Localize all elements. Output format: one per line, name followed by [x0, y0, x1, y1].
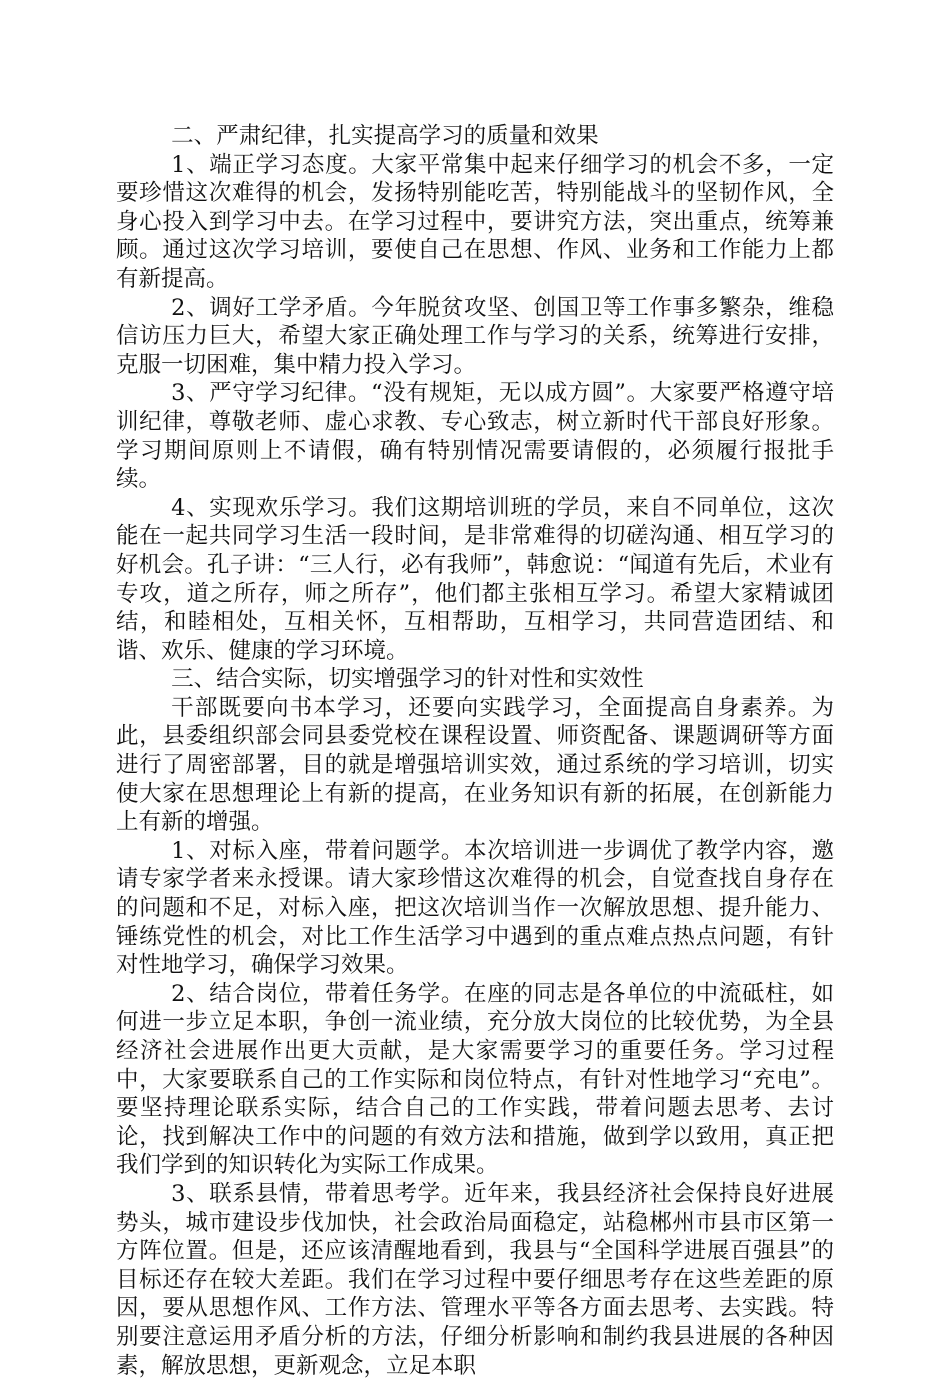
paragraph-task-oriented: 2、结合岗位，带着任务学。在座的同志是各单位的中流砥柱，如何进一步立足本职，争创一流业绩，充分放大岗位的比较优势，为全县经济社会进展作出更大贡献，是大家需要学习的重要任务。学习过程中，大家要联系自己的工作实际和岗位特点，有针对性地学习“充电”。要坚持理论联系实际，结合自己的工作实践，带着问题去思考、去讨论，找到解决工作中的问题的有效方法和措施，做到学以致用，真正把我们学到的知识转化为实际工作成果。: [116, 980, 834, 1179]
paragraph-work-study-balance: 2、调好工学矛盾。今年脱贫攻坚、创国卫等工作事多繁杂，维稳信访压力巨大，希望大家正确处理工作与学习的关系，统筹进行安排，克服一切困难，集中精力投入学习。: [116, 294, 834, 378]
paragraph-attitude: 1、端正学习态度。大家平常集中起来仔细学习的机会不多，一定要珍惜这次难得的机会，发扬特别能吃苦，特别能战斗的坚韧作风，全身心投入到学习中去。在学习过程中，要讲究方法，突出重点，统筹兼顾。通过这次学习培训，要使自己在思想、作风、业务和工作能力上都有新提高。: [116, 151, 834, 292]
paragraph-discipline: 3、严守学习纪律。“没有规矩，无以成方圆”。大家要严格遵守培训纪律，尊敬老师、虚心求教、专心致志，树立新时代干部良好形象。学习期间原则上不请假，确有特别情况需要请假的，必须履行报批手续。: [116, 380, 834, 493]
section-heading-3: 三、结合实际，切实增强学习的针对性和实效性: [171, 666, 644, 693]
section-heading-2: 二、严肃纪律，扎实提高学习的质量和效果: [171, 123, 599, 149]
paragraph-happy-learning: 4、实现欢乐学习。我们这期培训班的学员，来自不同单位，这次能在一起共同学习生活一段时间，是非常难得的切磋沟通、相互学习的好机会。孔子讲：“三人行，必有我师”，韩愈说：“闻道有先后，术业有专攻，道之所存，师之所存”，他们都主张相互学习。希望大家精诚团结，和睦相处，互相关怀，互相帮助，互相学习，共同营造团结、和谐、欢乐、健康的学习环境。: [116, 494, 834, 664]
document-body: [116, 122, 834, 1380]
paragraph-county-situation: 3、联系县情，带着思考学。近年来，我县经济社会保持良好进展势头，城市建设步伐加快，社会政治局面稳定，站稳郴州市县市区第一方阵位置。但是，还应该清醒地看到，我县与“全国科学进展百强县”的目标还存在较大差距。我们在学习过程中要仔细思考存在这些差距的原因，要从思想作风、工作方法、管理水平等各方面去思考、去实践。特别要注意运用矛盾分析的方法，仔细分析影响和制约我县进展的各种因素，解放思想，更新观念，立足本职: [116, 1180, 834, 1379]
paragraph-intro-practice: 干部既要向书本学习，还要向实践学习，全面提高自身素养。为此，县委组织部会同县委党校在课程设置、师资配备、课题调研等方面进行了周密部署，目的就是增强培训实效，通过系统的学习培训，切实使大家在思想理论上有新的提高，在业务知识有新的拓展，在创新能力上有新的增强。: [116, 694, 834, 836]
paragraph-problem-oriented: 1、对标入座，带着问题学。本次培训进一步调优了教学内容，邀请专家学者来永授课。请大家珍惜这次难得的机会，自觉查找自身存在的问题和不足，对标入座，把这次培训当作一次解放思想、提升能力、锤练党性的机会，对比工作生活学习中遇到的重点难点热点问题，有针对性地学习，确保学习效果。: [116, 837, 834, 979]
